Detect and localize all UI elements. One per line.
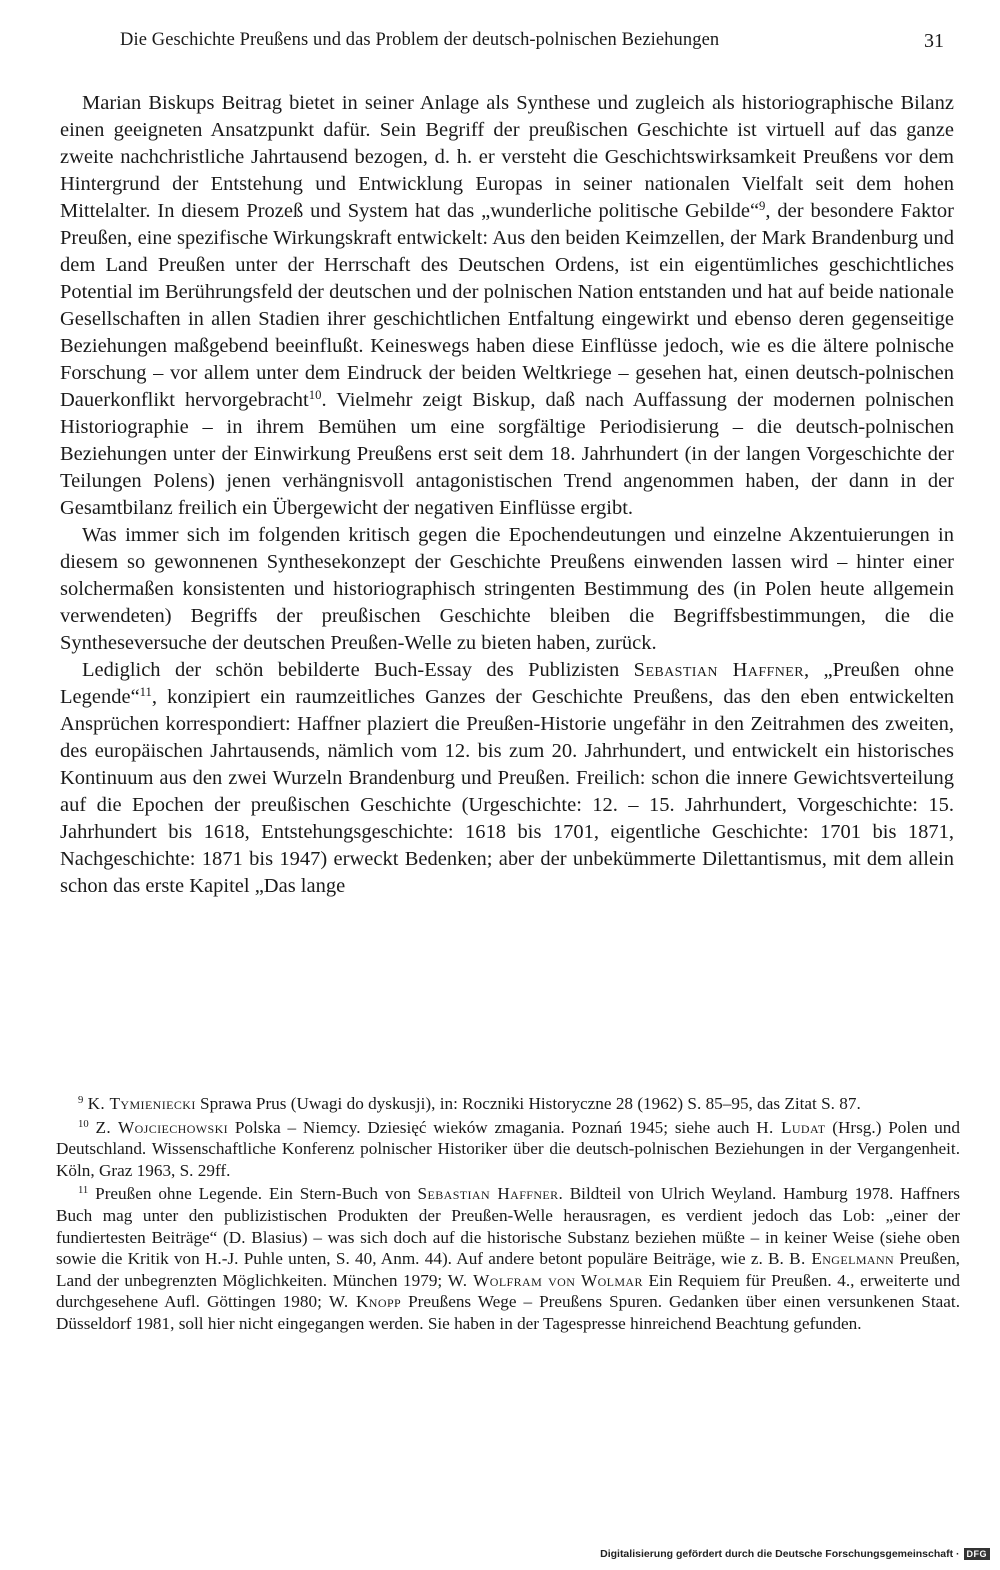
- running-head-title: Die Geschichte Preußens und das Problem der deutsch-polnischen Beziehungen: [120, 30, 720, 50]
- footnote-author: W. Knopp: [328, 1292, 402, 1312]
- footnote-text: (Hrsg.) Polen und Deutschland. Wissenschaftliche Konferenz polnischer Historiker über die deutsch-polnischen Beziehungen in der Vergangenheit. Köln, Graz 1963, S. 29ff.: [56, 1117, 960, 1180]
- dfg-logo: DFG: [964, 1548, 991, 1560]
- footnote-text: Ein Requiem für Preußen. 4., erweiterte und durchgesehene Aufl. Göttingen 1980;: [56, 1270, 961, 1312]
- footnote-text: Preußen, Land der unbegrenzten Möglichkeiten. München 1979;: [56, 1249, 960, 1290]
- footnote-9: [56, 1093, 960, 1115]
- footnote-author: H. Ludat: [756, 1117, 826, 1137]
- paragraph-1-text-c: . Vielmehr zeigt Biskup, daß nach Auffassung der modernen polnischen Historiographie – in ihrem Bemühen um eine sorgfältige Periodisierung – die deutsch-polnischen Beziehungen unter der Einwirkung Preußens erst seit dem 18. Jahrhundert (in der langen Vorgeschichte der Teilungen Polens) jenen verhängnisvoll antagonistischen Trend angenommen haben, der dann in der Gesamtbilanz freilich ein Übergewicht der negativen Einflüsse ergibt.: [60, 389, 954, 519]
- paragraph-3: [60, 657, 954, 900]
- footnote-ref-11: 11: [139, 685, 152, 700]
- paragraph-1-text-b: , der besondere Faktor Preußen, eine spezifische Wirkungskraft entwickelt: Aus den beiden Keimzellen, der Mark Brandenburg und dem Land Preußen unter der Herrschaft des Deutschen Ordens, ist ein eigentümliches geschichtliches Potential im Berührungsfeld der deutschen und der polnischen Nation entstanden und hat auf beide nationale Gesellschaften in allen Stadien ihrer geschichtlichen Entfaltung eingewirkt und ebenso deren gegenseitige Beziehungen maßgebend beeinflußt. Keineswegs haben diese Einflüsse jedoch, wie es die ältere polnische Forschung – vor allem unter dem Eindruck der beiden Weltkriege – gesehen hat, einen deutsch-polnischen Dauerkonflikt hervorgebracht: [60, 200, 954, 411]
- paragraph-1-text-a: Marian Biskups Beitrag bietet in seiner Anlage als Synthese und zugleich als historiographische Bilanz einen geeigneten Ansatzpunkt dafür. Sein Begriff der preußischen Geschichte ist virtuell auf das ganze zweite nachchristliche Jahrtausend bezogen, d. h. er versteht die Geschichtswirksamkeit Preußens vor dem Hintergrund der Entstehung und Entwicklung Europas in seiner nationalen Vielfalt seit dem hohen Mittelalter. In diesem Prozeß und System hat das „wunderliche politische Gebilde“: [60, 92, 954, 222]
- footnote-text: Sprawa Prus (Uwagi do dyskusji), in: Roczniki Historyczne 28 (1962) S. 85–95, das Zitat S. 87.: [195, 1094, 861, 1113]
- paragraph-3-text-a: Lediglich der schön bebilderte Buch-Essay des Publizisten: [82, 659, 634, 681]
- paragraph-3-text-c: , konzipiert ein raumzeitliches Ganzes der Geschichte Preußens, das den eben entwickelten Ansprüchen korrespondiert: Haffner plaziert die Preußen-Historie ungefähr in den Zeitrahmen des zweiten, des europäischen Jahrtausends, nämlich vom 12. bis zum 20. Jahrhundert, und entwickelt ein historisches Kontinuum aus den zwei Wurzeln Brandenburg und Preußen. Freilich: schon die innere Gewichtsverteilung auf die Epochen der preußischen Geschichte (Urgeschichte: 12. – 15. Jahrhundert, Vorgeschichte: 15. Jahrhundert bis 1618, Entstehungsgeschichte: 1618 bis 1701, eigentliche Geschichte: 1701 bis 1871, Nachgeschichte: 1871 bis 1947) erweckt Bedenken; aber der unbekümmerte Dilettantismus, mit dem allein schon das erste Kapitel „Das lange: [60, 686, 954, 897]
- footnote-author: Z. Wojciechowski: [95, 1117, 229, 1137]
- footnotes: [56, 1093, 960, 1335]
- footnote-10: [56, 1117, 960, 1182]
- footnote-author: K. Tymieniecki: [87, 1094, 196, 1113]
- main-text: [60, 90, 954, 900]
- footnote-text: Preußen ohne Legende. Ein Stern-Buch von: [88, 1184, 418, 1204]
- paragraph-2: Was immer sich im folgenden kritisch gegen die Epochendeutungen und einzelne Akzentuierungen in diesem so gewonnenen Synthesekonzept der Geschichte Preußens einwenden lassen wird – hinter einer solchermaßen konsistenten und historiographisch stringenten Bestimmung des (in Polen heute allgemein verwendeten) Begriffs der preußischen Geschichte bleiben die Begriffsbestimmungen, die die Syntheseversuche der deutschen Preußen-Welle zu bieten haben, zurück.: [60, 524, 954, 654]
- footnote-ref-10: 10: [308, 388, 322, 403]
- paragraph-1: [60, 90, 954, 522]
- footnote-author: Sebastian Haffner: [417, 1184, 559, 1204]
- footnote-author: W. Wolfram von Wolmar: [447, 1270, 643, 1290]
- footnote-text: . Bildteil von Ulrich Weyland. Hamburg 1978. Haffners Buch mag unter den publizistischen Produkten der Preußen-Welle herausragen, es verdient jedoch das Lob: „einer der fundiertesten Beiträge“ (D. Blasius) – was sich doch auf die historische Substanz beziehen müßte – in keiner Weise (siehe oben sowie die Kritik von H.-J. Puhle unten, S. 40, Anm. 44). Auf andere betont populäre Beiträge, wie z. B.: [56, 1184, 960, 1269]
- footnote-ref-9: 9: [759, 199, 766, 214]
- footnote-number: 11: [78, 1185, 89, 1197]
- footnote-number: 10: [78, 1118, 89, 1130]
- digitization-notice-text: Digitalisierung gefördert durch die Deutsche Forschungsgemeinschaft ·: [600, 1548, 960, 1560]
- footnote-text: Preußens Wege – Preußens Spuren. Gedanken über einen versunkenen Staat. Düsseldorf 1981, soll hier nicht eingegangen werden. Sie haben in der Tagespresse hinreichend Beachtung gefunden.: [56, 1292, 960, 1333]
- footnote-author: B. Engelmann: [789, 1249, 895, 1269]
- footnote-text: Polska – Niemcy. Dziesięć wieków zmagania. Poznań 1945; siehe auch: [228, 1117, 757, 1137]
- digitization-notice: [600, 1548, 990, 1560]
- page-number: 31: [924, 30, 944, 52]
- footnote-number: 9: [78, 1095, 84, 1107]
- footnote-11: [56, 1183, 960, 1334]
- author-name: Sebastian Haffner: [633, 659, 804, 681]
- paragraph-3-text-b: , „Preußen ohne Legende“: [60, 659, 954, 708]
